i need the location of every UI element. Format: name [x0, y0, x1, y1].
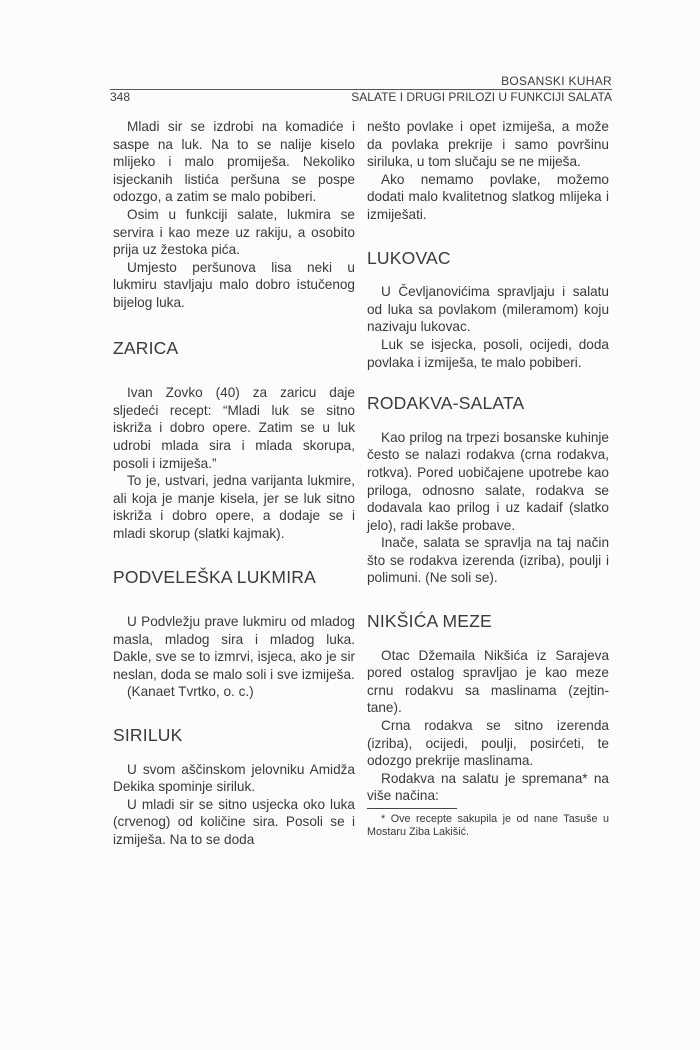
paragraph: Otac Džemaila Nikšića iz Sarajeva pored ostalog spravljao je kao meze crnu rodakvu sa maslinama (zejtin-tane).	[367, 647, 609, 716]
paragraph: Ivan Zovko (40) za zaricu daje sljedeći recept: “Mladi luk se sitno iskriža i dobro opere. Zatim se u luk udrobi mlada sira i mlada skorupa, posoli i izmiješa.”	[113, 385, 355, 471]
paragraph: Rodakva na salatu je spremana* na više načina:	[367, 770, 609, 804]
paragraph: U Čevljanovićima spravljaju i salatu od luka sa povlakom (mileramom) koju nazivaju lukovac.	[367, 284, 609, 335]
section-title-rodakva-salata: RODAKVA-SALATA	[367, 393, 525, 414]
section-title-niksica-meze: NIKŠIĆA MEZE	[367, 611, 492, 632]
paragraph: nešto povlake i opet izmiješa, a može da povlaka prekrije i samo površinu siriluka, u tom slučaju se ne miješa.	[367, 119, 609, 170]
chapter-title: SALATE I DRUGI PRILOZI U FUNKCIJI SALATA	[351, 90, 612, 104]
paragraph: Mladi sir se izdrobi na komadiće i saspe na luk. Na to se nalije kiselo mlijeko i malo promiješa. Nekoliko isjeckanih listića peršuna se pospe odozgo, a zatim se malo pobiberi.	[113, 119, 355, 205]
paragraph: U Podvležju prave lukmiru od mladog masla, mladog sira i mladog luka. Dakle, sve se to izmrvi, isjeca, ako je sir neslan, doda se malo soli i sve izmiješa.	[113, 614, 355, 682]
paragraph: (Kanaet Tvrtko, o. c.)	[127, 684, 254, 700]
paragraph: To je, ustvari, jedna varijanta lukmire, ali koja je manje kisela, jer se luk sitno iskriža i dobro opere, a dodaje se i mladi skorup (slatki kajmak).	[113, 473, 355, 541]
running-header	[110, 74, 612, 104]
section-title-zarica: ZARICA	[113, 337, 179, 358]
footnote-rule	[367, 808, 457, 809]
paragraph: Luk se isjecka, posoli, ocijedi, doda povlaka i izmiješa, te malo pobiberi.	[367, 336, 609, 370]
paragraph: Crna rodakva se sitno izerenda (izriba), ocijedi, poulji, posirćeti, te odozgo prekrije maslinama.	[367, 718, 609, 769]
footnote: * Ove recepte sakupila je od nane Tasuše u Mostaru Ziba Lakišić.	[367, 813, 609, 838]
book-title: BOSANSKI KUHAR	[501, 74, 612, 88]
section-title-siriluk: SIRILUK	[113, 725, 183, 746]
section-title-podveleska-lukmira: PODVELEŠKA LUKMIRA	[113, 567, 316, 588]
paragraph: U mladi sir se sitno usjecka oko luka (crvenog) od količine sira. Posoli se i izmiješa. Na to se doda	[113, 796, 355, 847]
section-title-lukovac: LUKOVAC	[367, 247, 451, 268]
paragraph: Kao prilog na trpezi bosanske kuhinje često se nalazi rodakva (crna rodakva, rotkva). Pored uobičajene upotrebe kao priloga, odnosno salate, rodakva se dodavala kao prilog i uz kadaif (slatko jelo), radi lakše probave.	[367, 429, 609, 533]
paragraph: Osim u funkciji salate, lukmira se servira i kao meze uz rakiju, a osobito prija uz žestoka pića.	[113, 206, 355, 258]
paragraph: U svom aščinskom jelovniku Amidža Dekika spominje siriluk.	[113, 761, 355, 795]
page-number: 348	[110, 90, 131, 104]
paragraph: Umjesto peršunova lisa neki u lukmiru stavljaju malo dobro istučenog bijelog luka.	[113, 259, 355, 310]
right-column	[367, 118, 609, 839]
paragraph: Inače, salata se spravlja na taj način što se rodakva izerenda (izriba), poulji i polimuni. (Ne soli se).	[367, 535, 609, 586]
paragraph: Ako nemamo povlake, možemo dodati malo kvalitetnog slatkog mlijeka i izmiješati.	[367, 171, 609, 222]
left-column	[113, 118, 355, 849]
